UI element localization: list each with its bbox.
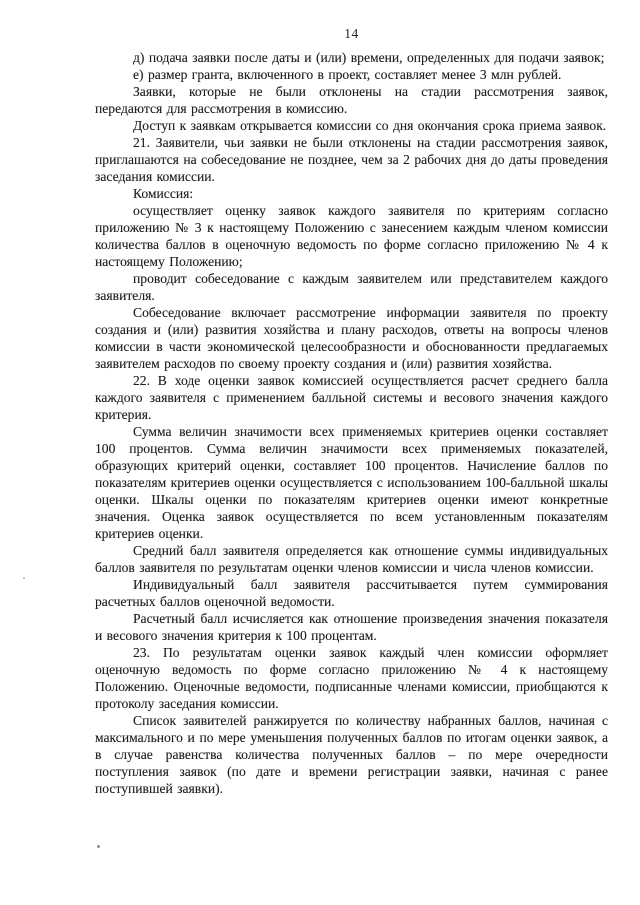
paragraph-calculated-score: Расчетный балл исчисляется как отношение произведения значения показателя и весового значения критерия к 100 процентам. (95, 611, 608, 643)
paragraph-item-e: е) размер гранта, включенного в проект, составляет менее 3 млн рублей. (133, 67, 562, 82)
paragraph-access: Доступ к заявкам открывается комиссии со дня окончания срока приема заявок. (133, 118, 607, 133)
paragraph-clause-22: 22. В ходе оценки заявок комиссией осуществляется расчет среднего балла каждого заявителя с применением балльной системы и весового значения каждого критерия. (95, 373, 608, 422)
paragraph-clause-21: 21. Заявители, чьи заявки не были отклонены на стадии рассмотрения заявок, приглашаются на собеседование не позднее, чем за 2 рабочих дня до даты проведения заседания комиссии. (95, 135, 608, 184)
paragraph-interview-content: Собеседование включает рассмотрение информации заявителя по проекту создания и (или) развития хозяйства и плану расходов, ответы на вопросы членов комиссии в части экономической целесообразности и обоснованности предлагаемых заявителем расходов по своему проекту создания и (или) развития хозяйства. (95, 305, 608, 371)
paragraph-commission-scoring: осуществляет оценку заявок каждого заявителя по критериям согласно приложению № 3 к настоящему Положению с занесением каждым членом комиссии количества баллов в оценочную ведомость по форме согласно приложению № 4 к настоящему Положению; (95, 203, 608, 269)
document-body (95, 49, 608, 797)
paragraph-applications-forwarded: Заявки, которые не были отклонены на стадии рассмотрения заявок, передаются для рассмотрения в комиссию. (95, 84, 608, 116)
paragraph-clause-23: 23. По результатам оценки заявок каждый член комиссии оформляет оценочную ведомость по форме согласно приложению № 4 к настоящему Положению. Оценочные ведомости, подписанные членами комиссии, приобщаются к протоколу заседания комиссии. (95, 645, 608, 711)
paragraph-individual-score: Индивидуальный балл заявителя рассчитывается путем суммирования расчетных баллов оценочной ведомости. (95, 577, 608, 609)
paragraph-commission-intro: Комиссия: (133, 186, 194, 201)
paragraph-ranking: Список заявителей ранжируется по количеству набранных баллов, начиная с максимального и по мере уменьшения полученных баллов по итогам оценки заявок, а в случае равенства количества полученных баллов – по мере очередности поступления заявок (по дате и времени регистрации заявки, начиная с ранее поступившей заявки). (95, 713, 608, 796)
scan-speck (23, 577, 25, 579)
paragraph-commission-interview: проводит собеседование с каждым заявителем или представителем каждого заявителя. (95, 271, 608, 303)
paragraph-item-d: д) подача заявки после даты и (или) времени, определенных для подачи заявок; (133, 50, 605, 65)
page-number: 14 (344, 26, 359, 41)
paragraph-average-score: Средний балл заявителя определяется как отношение суммы индивидуальных баллов заявителя по результатам оценки членов комиссии и числа членов комиссии. (95, 543, 608, 575)
scan-speck (97, 845, 100, 848)
paragraph-sum-of-values: Сумма величин значимости всех применяемых критериев оценки составляет 100 процентов. Сумма величин значимости всех применяемых показателей, образующих критерий оценки, составляет 100 процентов. Начисление баллов по показателям критериев оценки осуществляется с использованием 100-балльной шкалы оценки. Шкалы оценки по показателям критериев оценки имеют конкретные значения. Оценка заявок осуществляется по всем установленным показателям критериев оценки. (95, 424, 608, 541)
